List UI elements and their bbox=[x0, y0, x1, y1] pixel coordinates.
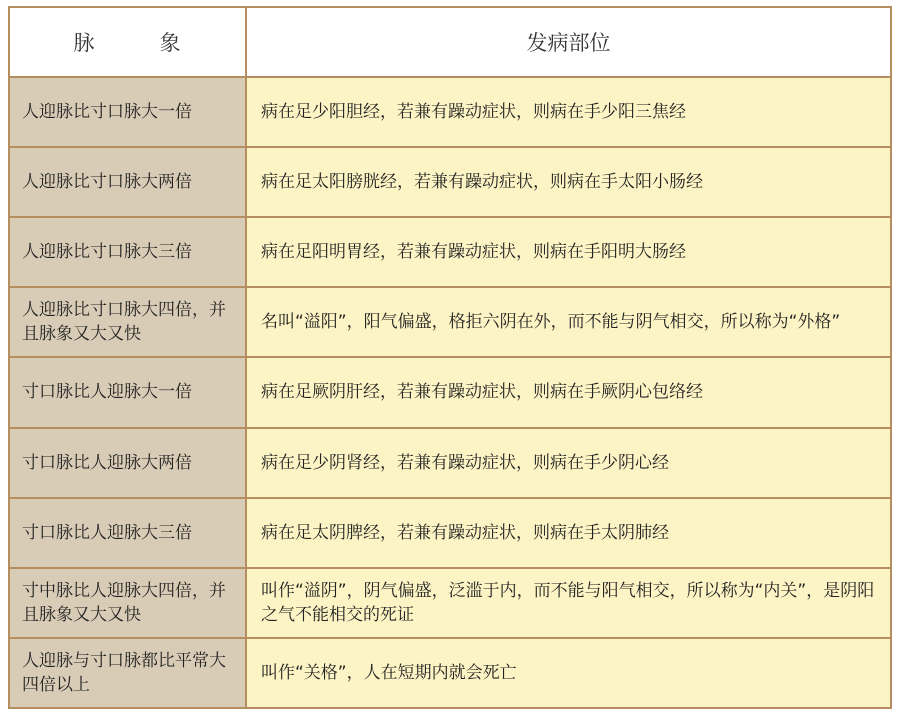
pulse-cell: 寸口脉比人迎脉大三倍 bbox=[10, 499, 245, 567]
table-row bbox=[10, 288, 890, 356]
disease-site-cell: 叫作“关格”，人在短期内就会死亡 bbox=[247, 639, 890, 707]
pulse-cell: 寸中脉比人迎脉大四倍，并且脉象又大又快 bbox=[10, 569, 245, 637]
disease-site-cell: 叫作“溢阴”，阴气偏盛，泛滥于内，而不能与阳气相交，所以称为“内关”，是阴阳之气不能相交的死证 bbox=[247, 569, 890, 637]
disease-site-cell: 病在足太阴脾经，若兼有躁动症状，则病在手太阴肺经 bbox=[247, 499, 890, 567]
disease-site-cell: 病在足少阴肾经，若兼有躁动症状，则病在手少阴心经 bbox=[247, 429, 890, 497]
disease-site-cell: 病在足阳明胃经，若兼有躁动症状，则病在手阳明大肠经 bbox=[247, 218, 890, 286]
pulse-diagnosis-table bbox=[8, 6, 892, 709]
pulse-cell: 人迎脉与寸口脉都比平常大四倍以上 bbox=[10, 639, 245, 707]
disease-site-cell: 名叫“溢阳”，阳气偏盛，格拒六阴在外，而不能与阴气相交，所以称为“外格” bbox=[247, 288, 890, 356]
pulse-cell: 人迎脉比寸口脉大四倍，并且脉象又大又快 bbox=[10, 288, 245, 356]
table-row bbox=[10, 78, 890, 146]
table-row bbox=[10, 639, 890, 707]
header-disease-site: 发病部位 bbox=[247, 8, 890, 76]
pulse-cell: 寸口脉比人迎脉大两倍 bbox=[10, 429, 245, 497]
table-row bbox=[10, 499, 890, 567]
pulse-table-container bbox=[8, 6, 892, 709]
table-row bbox=[10, 148, 890, 216]
table-row bbox=[10, 358, 890, 426]
disease-site-cell: 病在足厥阴肝经，若兼有躁动症状，则病在手厥阴心包络经 bbox=[247, 358, 890, 426]
pulse-cell: 人迎脉比寸口脉大两倍 bbox=[10, 148, 245, 216]
table-row bbox=[10, 429, 890, 497]
header-row bbox=[10, 8, 890, 76]
pulse-cell: 人迎脉比寸口脉大三倍 bbox=[10, 218, 245, 286]
disease-site-cell: 病在足太阳膀胱经，若兼有躁动症状，则病在手太阳小肠经 bbox=[247, 148, 890, 216]
table-row bbox=[10, 218, 890, 286]
table-row bbox=[10, 569, 890, 637]
pulse-cell: 人迎脉比寸口脉大一倍 bbox=[10, 78, 245, 146]
pulse-cell: 寸口脉比人迎脉大一倍 bbox=[10, 358, 245, 426]
header-pulse: 脉 象 bbox=[10, 8, 245, 76]
disease-site-cell: 病在足少阳胆经，若兼有躁动症状，则病在手少阳三焦经 bbox=[247, 78, 890, 146]
